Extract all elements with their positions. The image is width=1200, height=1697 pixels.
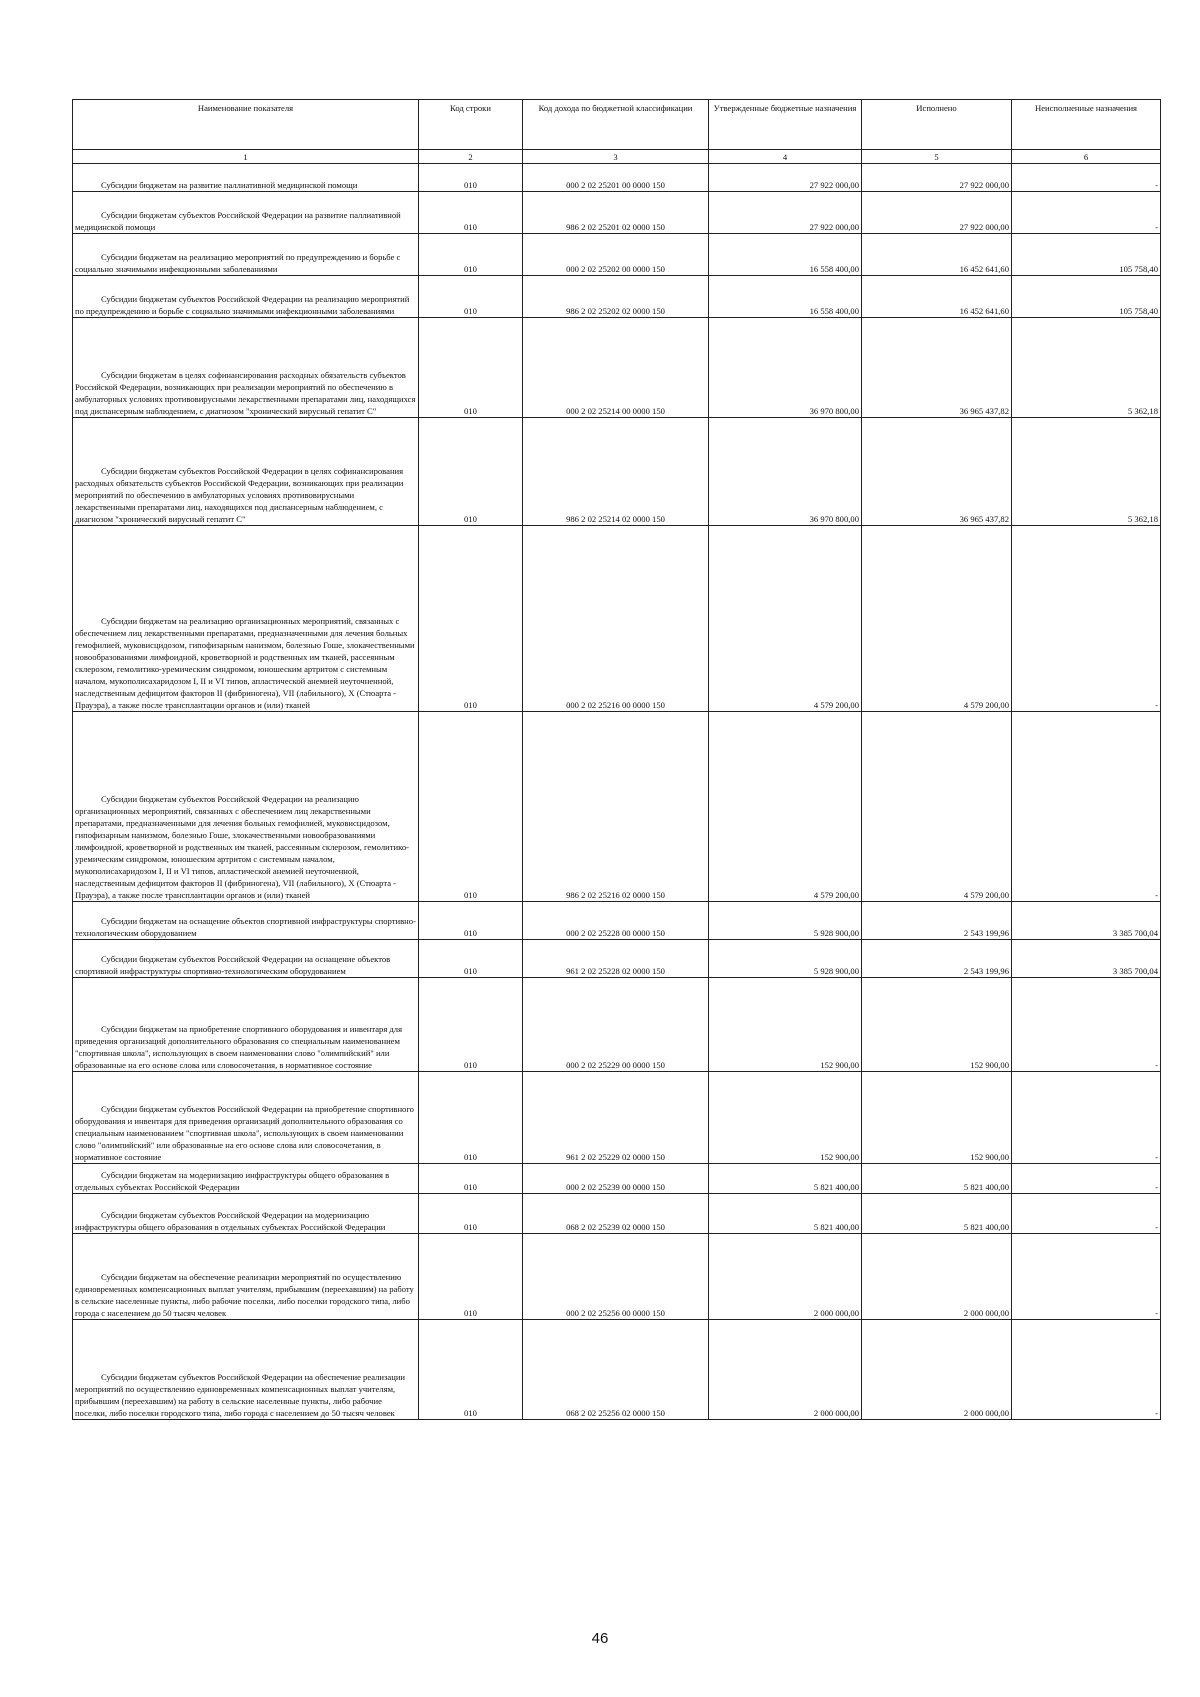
row-name-cell: Субсидии бюджетам субъектов Российской Федерации на обеспечение реализации мероприятий по осуществлению единовременных компенсационных выплат учителям, прибывшим (переехавшим) на работу в сельские населенные пункты, либо рабочие поселки, либо поселки городского типа, либо города с населением до 50 тысяч человек: [73, 1320, 419, 1420]
row-name-cell: Субсидии бюджетам на модернизацию инфраструктуры общего образования в отдельных субъектах Российской Федерации: [73, 1164, 419, 1194]
row-name-cell: Субсидии бюджетам в целях софинансирования расходных обязательств субъектов Российской Федерации, возникающих при реализации мероприятий по обеспечению в амбулаторных условиях противовирусными лекарственными препаратами лиц, находящихся под диспансерным наблюдением, с диагнозом "хронический вирусный гепатит С": [73, 318, 419, 418]
page-number: 46: [591, 1630, 609, 1647]
income-code-cell: 961 2 02 25229 02 0000 150: [523, 1072, 709, 1164]
line-code-cell: 010: [419, 234, 523, 276]
executed-cell: 4 579 200,00: [862, 712, 1012, 902]
table-row: [73, 234, 1161, 276]
approved-cell: 152 900,00: [709, 978, 862, 1072]
unexecuted-cell: -: [1012, 1234, 1161, 1320]
row-name-cell: Субсидии бюджетам субъектов Российской Федерации на приобретение спортивного оборудования и инвентаря для приведения организаций дополнительного образования со специальным наименованием "спортивная школа", использующих в своем наименовании слово "олимпийский" или образованные на его основе слова или словосочетания, в нормативное состояние: [73, 1072, 419, 1164]
executed-cell: 36 965 437,82: [862, 418, 1012, 526]
approved-cell: 5 928 900,00: [709, 940, 862, 978]
header-line-code: Код строки: [419, 100, 523, 150]
approved-cell: 4 579 200,00: [709, 526, 862, 712]
income-code-cell: 000 2 02 25214 00 0000 150: [523, 318, 709, 418]
header-unexecuted: Неисполненные назначения: [1012, 100, 1161, 150]
table-row: [73, 902, 1161, 940]
unexecuted-cell: 105 758,40: [1012, 276, 1161, 318]
unexecuted-cell: -: [1012, 526, 1161, 712]
income-code-cell: 986 2 02 25214 02 0000 150: [523, 418, 709, 526]
row-name-cell: Субсидии бюджетам субъектов Российской Федерации на реализацию организационных мероприятий, связанных с обеспечением лиц лекарственными препаратами, предназначенными для лечения больных гемофилией, муковисцидозом, гипофизарным нанизмом, болезнью Гоше, злокачественными новообразованиями лимфоидной, кроветворной и родственных им тканей, рассеянным склерозом, гемолитико-уремическим синдромом, юношеским артритом с системным началом, мукополисахаридозом I, II и VI типов, апластической анемией неуточненной, наследственным дефицитом факторов II (фибриногена), VII (лабильного), X (Стюарта - Прауэра), а также после трансплантации органов и (или) тканей: [73, 712, 419, 902]
table-body: [73, 164, 1161, 1420]
column-number-row: [73, 150, 1161, 164]
line-code-cell: 010: [419, 978, 523, 1072]
table-row: [73, 418, 1161, 526]
header-income-code: Код дохода по бюджетной классификации: [523, 100, 709, 150]
approved-cell: 5 928 900,00: [709, 902, 862, 940]
table-row: [73, 712, 1161, 902]
row-name-cell: Субсидии бюджетам субъектов Российской Федерации в целях софинансирования расходных обязательств субъектов Российской Федерации, возникающих при реализации мероприятий по обеспечению в амбулаторных условиях противовирусными лекарственными препаратами лиц, находящихся под диспансерным наблюдением, с диагнозом "хронический вирусный гепатит С": [73, 418, 419, 526]
row-name-cell: Субсидии бюджетам на реализацию мероприятий по предупреждению и борьбе с социально значимыми инфекционными заболеваниями: [73, 234, 419, 276]
unexecuted-cell: -: [1012, 1194, 1161, 1234]
income-code-cell: 986 2 02 25216 02 0000 150: [523, 712, 709, 902]
column-number: 2: [419, 150, 523, 164]
executed-cell: 2 543 199,96: [862, 940, 1012, 978]
income-code-cell: 000 2 02 25202 00 0000 150: [523, 234, 709, 276]
table-row: [73, 318, 1161, 418]
line-code-cell: 010: [419, 1234, 523, 1320]
approved-cell: 27 922 000,00: [709, 164, 862, 192]
executed-cell: 16 452 641,60: [862, 276, 1012, 318]
unexecuted-cell: -: [1012, 712, 1161, 902]
table-row: [73, 164, 1161, 192]
income-code-cell: 961 2 02 25228 02 0000 150: [523, 940, 709, 978]
line-code-cell: 010: [419, 1320, 523, 1420]
line-code-cell: 010: [419, 276, 523, 318]
line-code-cell: 010: [419, 192, 523, 234]
executed-cell: 2 000 000,00: [862, 1234, 1012, 1320]
table-row: [73, 1320, 1161, 1420]
executed-cell: 2 000 000,00: [862, 1320, 1012, 1420]
approved-cell: 2 000 000,00: [709, 1234, 862, 1320]
executed-cell: 152 900,00: [862, 1072, 1012, 1164]
executed-cell: 5 821 400,00: [862, 1164, 1012, 1194]
row-name-cell: Субсидии бюджетам субъектов Российской Федерации на модернизацию инфраструктуры общего образования в отдельных субъектах Российской Федерации: [73, 1194, 419, 1234]
unexecuted-cell: 5 362,18: [1012, 318, 1161, 418]
income-code-cell: 000 2 02 25239 00 0000 150: [523, 1164, 709, 1194]
executed-cell: 4 579 200,00: [862, 526, 1012, 712]
line-code-cell: 010: [419, 318, 523, 418]
header-approved: Утвержденные бюджетные назначения: [709, 100, 862, 150]
income-code-cell: 000 2 02 25229 00 0000 150: [523, 978, 709, 1072]
approved-cell: 2 000 000,00: [709, 1320, 862, 1420]
executed-cell: 2 543 199,96: [862, 902, 1012, 940]
approved-cell: 152 900,00: [709, 1072, 862, 1164]
unexecuted-cell: 105 758,40: [1012, 234, 1161, 276]
row-name-cell: Субсидии бюджетам субъектов Российской Федерации на реализацию мероприятий по предупреждению и борьбе с социально значимыми инфекционными заболеваниями: [73, 276, 419, 318]
executed-cell: 36 965 437,82: [862, 318, 1012, 418]
header-indicator-name: Наименование показателя: [73, 100, 419, 150]
table-row: [73, 1234, 1161, 1320]
header-row: [73, 100, 1161, 150]
unexecuted-cell: -: [1012, 1072, 1161, 1164]
income-code-cell: 068 2 02 25256 02 0000 150: [523, 1320, 709, 1420]
line-code-cell: 010: [419, 526, 523, 712]
approved-cell: 16 558 400,00: [709, 276, 862, 318]
unexecuted-cell: -: [1012, 1320, 1161, 1420]
income-code-cell: 986 2 02 25201 02 0000 150: [523, 192, 709, 234]
unexecuted-cell: 3 385 700,04: [1012, 940, 1161, 978]
row-name-cell: Субсидии бюджетам на реализацию организационных мероприятий, связанных с обеспечением лиц лекарственными препаратами, предназначенными для лечения больных гемофилией, муковисцидозом, гипофизарным нанизмом, болезнью Гоше, злокачественными новообразованиями лимфоидной, кроветворной и родственных им тканей, рассеянным склерозом, гемолитико-уремическим синдромом, юношеским артритом с системным началом, мукополисахаридозом I, II и VI типов, апластической анемией неуточненной, наследственным дефицитом факторов II (фибриногена), VII (лабильного), X (Стюарта - Прауэра), а также после трансплантации органов и (или) тканей: [73, 526, 419, 712]
approved-cell: 5 821 400,00: [709, 1164, 862, 1194]
unexecuted-cell: -: [1012, 978, 1161, 1072]
row-name-cell: Субсидии бюджетам на оснащение объектов спортивной инфраструктуры спортивно-технологическим оборудованием: [73, 902, 419, 940]
income-code-cell: 068 2 02 25239 02 0000 150: [523, 1194, 709, 1234]
unexecuted-cell: 3 385 700,04: [1012, 902, 1161, 940]
income-code-cell: 000 2 02 25228 00 0000 150: [523, 902, 709, 940]
line-code-cell: 010: [419, 164, 523, 192]
executed-cell: 27 922 000,00: [862, 192, 1012, 234]
row-name-cell: Субсидии бюджетам на обеспечение реализации мероприятий по осуществлению единовременных компенсационных выплат учителям, прибывшим (переехавшим) на работу в сельские населенные пункты, либо рабочие поселки, либо поселки городского типа, либо города с населением до 50 тысяч человек: [73, 1234, 419, 1320]
executed-cell: 27 922 000,00: [862, 164, 1012, 192]
column-number: 1: [73, 150, 419, 164]
row-name-cell: Субсидии бюджетам субъектов Российской Федерации на оснащение объектов спортивной инфраструктуры спортивно-технологическим оборудованием: [73, 940, 419, 978]
unexecuted-cell: -: [1012, 1164, 1161, 1194]
approved-cell: 16 558 400,00: [709, 234, 862, 276]
row-name-cell: Субсидии бюджетам субъектов Российской Федерации на развитие паллиативной медицинской помощи: [73, 192, 419, 234]
line-code-cell: 010: [419, 1194, 523, 1234]
line-code-cell: 010: [419, 418, 523, 526]
table-row: [73, 940, 1161, 978]
approved-cell: 5 821 400,00: [709, 1194, 862, 1234]
header-executed: Исполнено: [862, 100, 1012, 150]
column-number: 4: [709, 150, 862, 164]
row-name-cell: Субсидии бюджетам на развитие паллиативной медицинской помощи: [73, 164, 419, 192]
executed-cell: 5 821 400,00: [862, 1194, 1012, 1234]
unexecuted-cell: 5 362,18: [1012, 418, 1161, 526]
line-code-cell: 010: [419, 712, 523, 902]
income-code-cell: 000 2 02 25201 00 0000 150: [523, 164, 709, 192]
column-number: 6: [1012, 150, 1161, 164]
table-row: [73, 1164, 1161, 1194]
income-code-cell: 986 2 02 25202 02 0000 150: [523, 276, 709, 318]
line-code-cell: 010: [419, 1164, 523, 1194]
budget-table: [72, 99, 1161, 1420]
income-code-cell: 000 2 02 25256 00 0000 150: [523, 1234, 709, 1320]
unexecuted-cell: -: [1012, 164, 1161, 192]
table-row: [73, 526, 1161, 712]
table-row: [73, 978, 1161, 1072]
table-row: [73, 192, 1161, 234]
column-number: 3: [523, 150, 709, 164]
approved-cell: 36 970 800,00: [709, 318, 862, 418]
table-row: [73, 1072, 1161, 1164]
approved-cell: 27 922 000,00: [709, 192, 862, 234]
executed-cell: 16 452 641,60: [862, 234, 1012, 276]
line-code-cell: 010: [419, 902, 523, 940]
approved-cell: 4 579 200,00: [709, 712, 862, 902]
executed-cell: 152 900,00: [862, 978, 1012, 1072]
line-code-cell: 010: [419, 1072, 523, 1164]
unexecuted-cell: -: [1012, 192, 1161, 234]
line-code-cell: 010: [419, 940, 523, 978]
income-code-cell: 000 2 02 25216 00 0000 150: [523, 526, 709, 712]
table-row: [73, 1194, 1161, 1234]
column-number: 5: [862, 150, 1012, 164]
approved-cell: 36 970 800,00: [709, 418, 862, 526]
report-sheet: [72, 99, 1160, 1420]
table-row: [73, 276, 1161, 318]
row-name-cell: Субсидии бюджетам на приобретение спортивного оборудования и инвентаря для приведения организаций дополнительного образования со специальным наименованием "спортивная школа", использующих в своем наименовании слово "олимпийский" или образованные на его основе слова или словосочетания, в нормативное состояние: [73, 978, 419, 1072]
